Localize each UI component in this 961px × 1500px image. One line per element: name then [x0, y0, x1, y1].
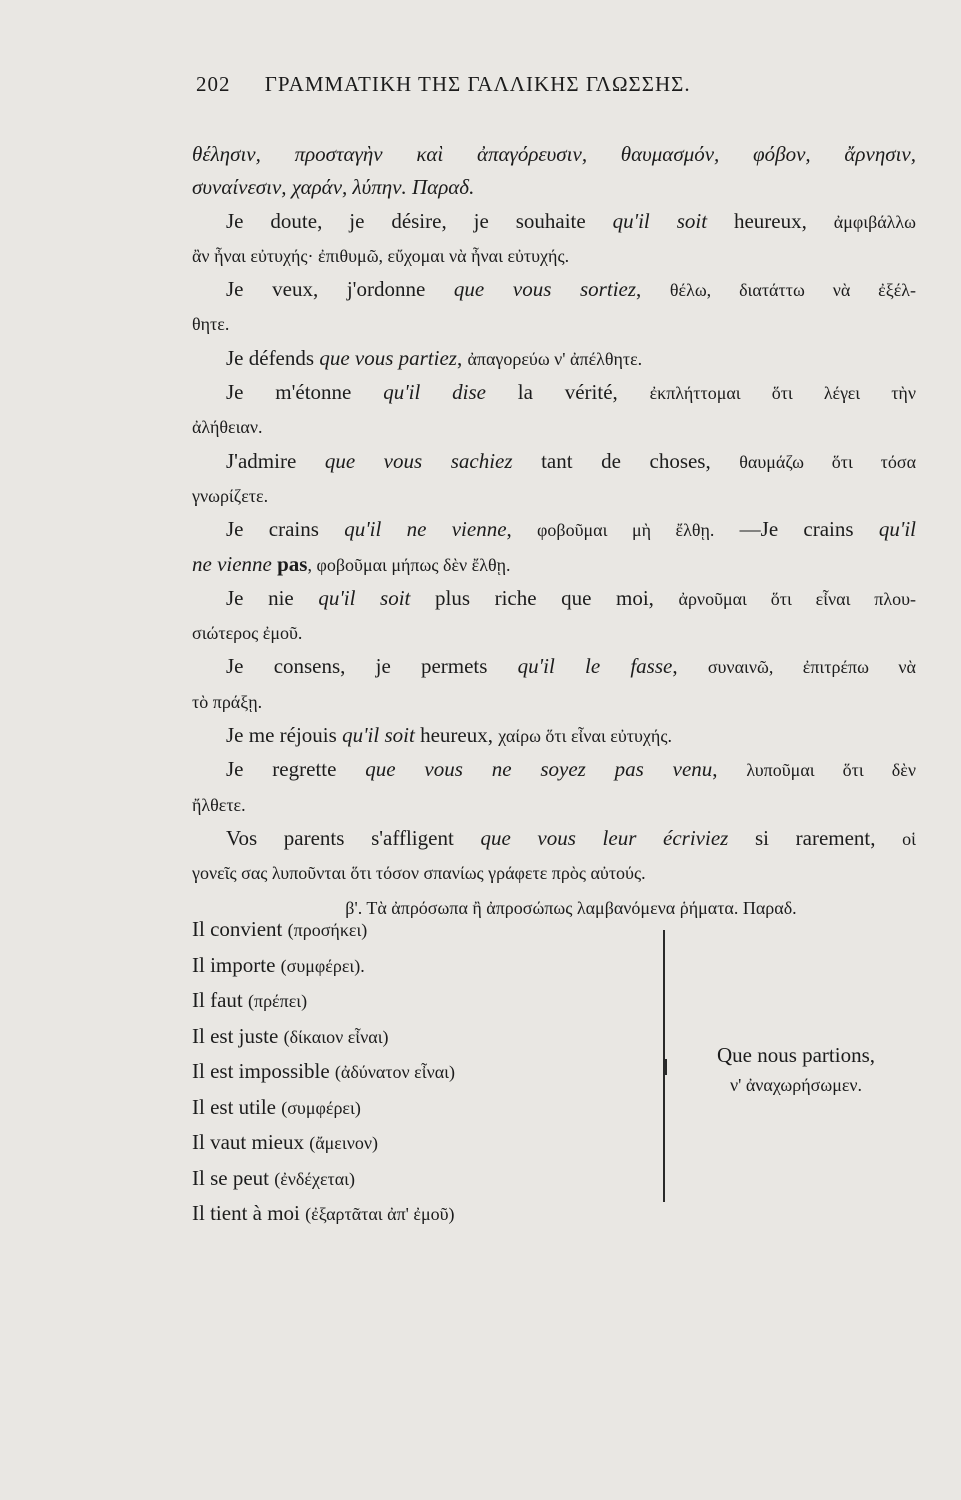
fr-text: , [636, 277, 670, 302]
fr-text: J'admire [226, 448, 325, 473]
gk-text: (ἐνδέχεται) [274, 1168, 356, 1189]
fr-text: Je défends [226, 345, 320, 370]
gk-text: (συμφέρει) [281, 1097, 361, 1118]
fr-text: Il convient [192, 917, 288, 941]
fr-text: , [712, 757, 747, 782]
grouping-brace-tip [657, 1059, 667, 1075]
fr-text: Il faut [192, 988, 248, 1012]
text-line [192, 616, 916, 650]
example-10 [192, 753, 916, 787]
fr-italic: que vous partiez [319, 345, 457, 370]
fr-text: Il se peut [192, 1165, 275, 1190]
body-text [192, 138, 916, 925]
gk-text: (συμφέρει). [280, 955, 365, 976]
running-header [196, 72, 916, 97]
fr-text: , [506, 517, 538, 542]
gk-text: θέλω, διατάττω νὰ ἐξέλ- [669, 280, 917, 301]
gk-text: σιώτερος ἐμοῦ. [192, 623, 303, 644]
example-2 [192, 273, 916, 307]
fr-italic: qu'il le fasse [517, 654, 673, 679]
example-6 [192, 513, 916, 547]
fr-text: , [456, 345, 468, 370]
fr-italic: que vous sachiez [324, 448, 513, 473]
page-number: 202 [196, 72, 231, 96]
text-line [192, 138, 916, 171]
gk-text: ἀλήθειαν. [192, 417, 263, 438]
gk-text: ἀρνοῦμαι ὅτι εἶναι πλου- [678, 588, 916, 609]
gk-text: ἀμφιβάλλω [833, 211, 916, 232]
gk-text: , φοβοῦμαι μήπως δὲν ἔλθῃ. [307, 554, 511, 575]
list-item [192, 1054, 455, 1090]
gk-text: συναινῶ, ἐπιτρέπω νὰ [707, 657, 916, 678]
gk-text: θαυμάζω ὅτι τόσα [739, 451, 917, 472]
example-3 [192, 342, 916, 376]
gk-text: οἱ [902, 828, 916, 849]
fr-text: Je crains [226, 517, 345, 542]
result-fr: Que nous partions, [716, 1043, 876, 1067]
section-heading-text: β'. Τὰ ἀπρόσωπα ἢ ἀπροσώπως λαμβανόμενα ῥήματα. Παραδ. [345, 897, 797, 918]
fr-text: Il importe [192, 952, 281, 977]
fr-text: Il vaut mieux [192, 1130, 310, 1154]
fr-text: heureux, [414, 723, 499, 748]
fr-text: Je me réjouis [226, 723, 343, 748]
example-9 [192, 719, 916, 753]
fr-text: tant de choses, [512, 448, 740, 473]
gk-text: ἤλθετε. [192, 794, 246, 815]
text-line [192, 307, 916, 341]
list-item [192, 1196, 455, 1232]
text-line [192, 171, 916, 204]
shared-complement [676, 1040, 916, 1100]
fr-text: Je m'étonne [226, 380, 384, 405]
fr-text: si rarement, [728, 825, 903, 850]
fr-italic: qu'il [878, 517, 917, 542]
text-line [192, 479, 916, 513]
intro-line-2: συναίνεσιν, χαράν, λύπην. Παραδ. [192, 175, 475, 200]
gk-text: λυποῦμαι ὅτι δὲν [746, 760, 916, 781]
gk-text: θητε. [192, 314, 230, 335]
list-item [192, 1125, 455, 1161]
fr-italic: que vous sortiez [453, 277, 637, 302]
fr-text: plus riche que moi, [410, 585, 679, 610]
fr-text: Il est utile [192, 1094, 282, 1119]
example-7 [192, 582, 916, 616]
gk-text: χαίρω ὅτι εἶναι εὐτυχής. [498, 726, 672, 747]
intro-line-1: θέλησιν, προσταγὴν καὶ ἀπαγόρευσιν, θαυμασμόν, φόβον, ἄρνησιν, [192, 142, 916, 166]
fr-text: Je veux, j'ordonne [226, 277, 454, 302]
fr-text: Vos parents s'affligent [226, 825, 481, 850]
fr-text: Il tient à moi [192, 1201, 306, 1225]
text-line [192, 788, 916, 822]
fr-text: Je doute, je désire, je souhaite [226, 208, 613, 233]
impersonal-verb-list [192, 912, 455, 1232]
example-1 [192, 205, 916, 239]
gk-text: (ἐξαρτᾶται ἀπ' ἐμοῦ) [305, 1204, 455, 1224]
fr-italic: ne vienne [192, 551, 272, 576]
fr-italic: qu'il dise [383, 380, 486, 405]
gk-text: γονεῖς σας λυποῦνται ὅτι τόσον σπανίως γράφετε πρὸς αὐτούς. [192, 863, 646, 884]
gk-text: φοβοῦμαι μὴ ἔλθῃ. [537, 520, 715, 541]
gk-text: (πρέπει) [247, 991, 308, 1011]
fr-italic: que vous leur écriviez [480, 825, 729, 850]
list-item [192, 1161, 455, 1197]
fr-text: , [672, 654, 708, 679]
gk-text: (προσήκει) [287, 920, 368, 940]
example-11 [192, 822, 916, 856]
fr-text: heureux, [707, 208, 834, 233]
fr-text: Je regrette [226, 757, 366, 782]
gk-text: γνωρίζετε. [192, 485, 269, 506]
fr-text: Je nie [226, 585, 319, 610]
result-gk: ν' ἀναχωρήσωμεν. [729, 1075, 863, 1095]
list-item [192, 1090, 455, 1126]
gk-text: ἐκπλήττομαι ὅτι λέγει τὴν [649, 383, 916, 404]
fr-text: Il est impossible [192, 1059, 335, 1083]
text-line [192, 410, 916, 444]
list-item [192, 1019, 455, 1055]
list-item [192, 948, 455, 984]
text-line [192, 685, 916, 719]
gk-text: ἀπαγορεύω ν' ἀπέλθητε. [467, 348, 643, 369]
fr-bold: pas [277, 551, 308, 576]
running-title: ΓΡΑΜΜΑΤΙΚΗ ΤΗΣ ΓΑΛΛΙΚΗΣ ΓΛΩΣΣΗΣ. [264, 72, 691, 96]
fr-italic: qu'il soit [318, 585, 411, 610]
example-5 [192, 445, 916, 479]
example-8 [192, 650, 916, 684]
fr-text: la vérité, [485, 380, 650, 405]
list-item [192, 983, 455, 1019]
text-line [192, 856, 916, 890]
gk-text: (ἀδύνατον εἶναι) [334, 1062, 455, 1082]
fr-text: Il est juste [192, 1023, 284, 1048]
gk-text: ἂν ἦναι εὐτυχής· ἐπιθυμῶ, εὔχομαι νὰ ἦναι εὐτυχής. [192, 245, 570, 266]
list-item [192, 912, 455, 948]
fr-italic: qu'il soit [342, 723, 415, 748]
text-line [192, 239, 916, 273]
example-4 [192, 376, 916, 410]
fr-italic: qu'il soit [612, 208, 708, 233]
fr-text: Je consens, je permets [226, 654, 518, 679]
fr-italic: qu'il ne vienne [344, 517, 507, 542]
gk-text: (ἄμεινον) [309, 1133, 378, 1153]
gk-text: τὸ πράξῃ. [192, 691, 263, 712]
fr-italic: que vous ne soyez pas venu [365, 757, 713, 782]
fr-text: —Je crains [714, 517, 879, 542]
text-line [192, 548, 916, 582]
gk-text: (δίκαιον εἶναι) [283, 1026, 389, 1047]
